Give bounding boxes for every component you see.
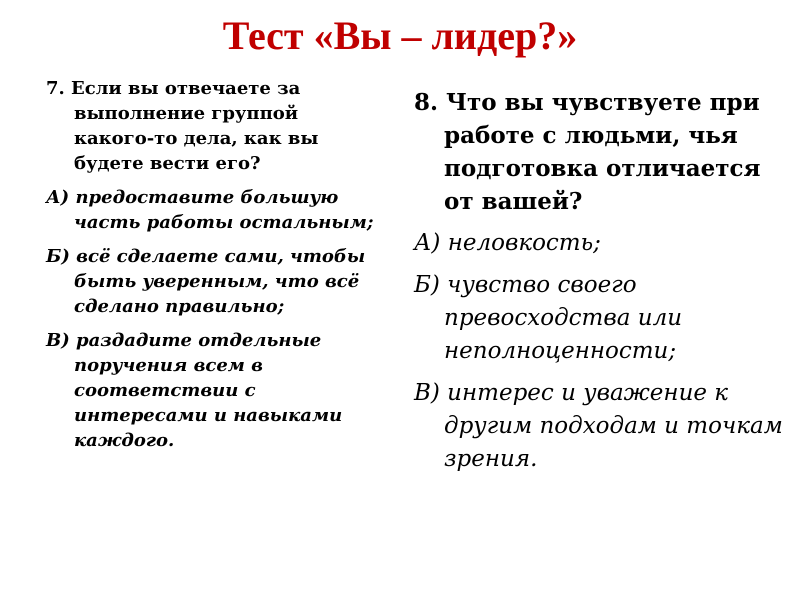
question-7-answer-b: Б) всё сделаете сами, чтобы быть уверенным, что всё сделано правильно; <box>46 246 366 317</box>
question-8-block <box>414 86 786 485</box>
question-7-answer-c: В) раздадите отдельные поручения всем в соответствии с интересами и навыками каждого. <box>46 330 343 451</box>
question-7-text: 7. Если вы отвечаете за выполнение группой какого-то дела, как вы будете вести его? <box>46 78 319 174</box>
question-8-text: 8. Что вы чувствуете при работе с людьми, чья подготовка отличается от вашей? <box>414 89 761 215</box>
question-8-answer-a: А) неловкость; <box>414 230 601 256</box>
question-7-block <box>46 76 376 462</box>
question-7-answer-a: А) предоставите большую часть работы остальным; <box>46 187 374 233</box>
slide-title: Тест «Вы – лидер?» <box>222 13 578 58</box>
question-8-answer-b: Б) чувство своего превосходства или неполноценности; <box>414 272 683 364</box>
question-8-answer-c: В) интерес и уважение к другим подходам и точкам зрения. <box>414 380 783 472</box>
